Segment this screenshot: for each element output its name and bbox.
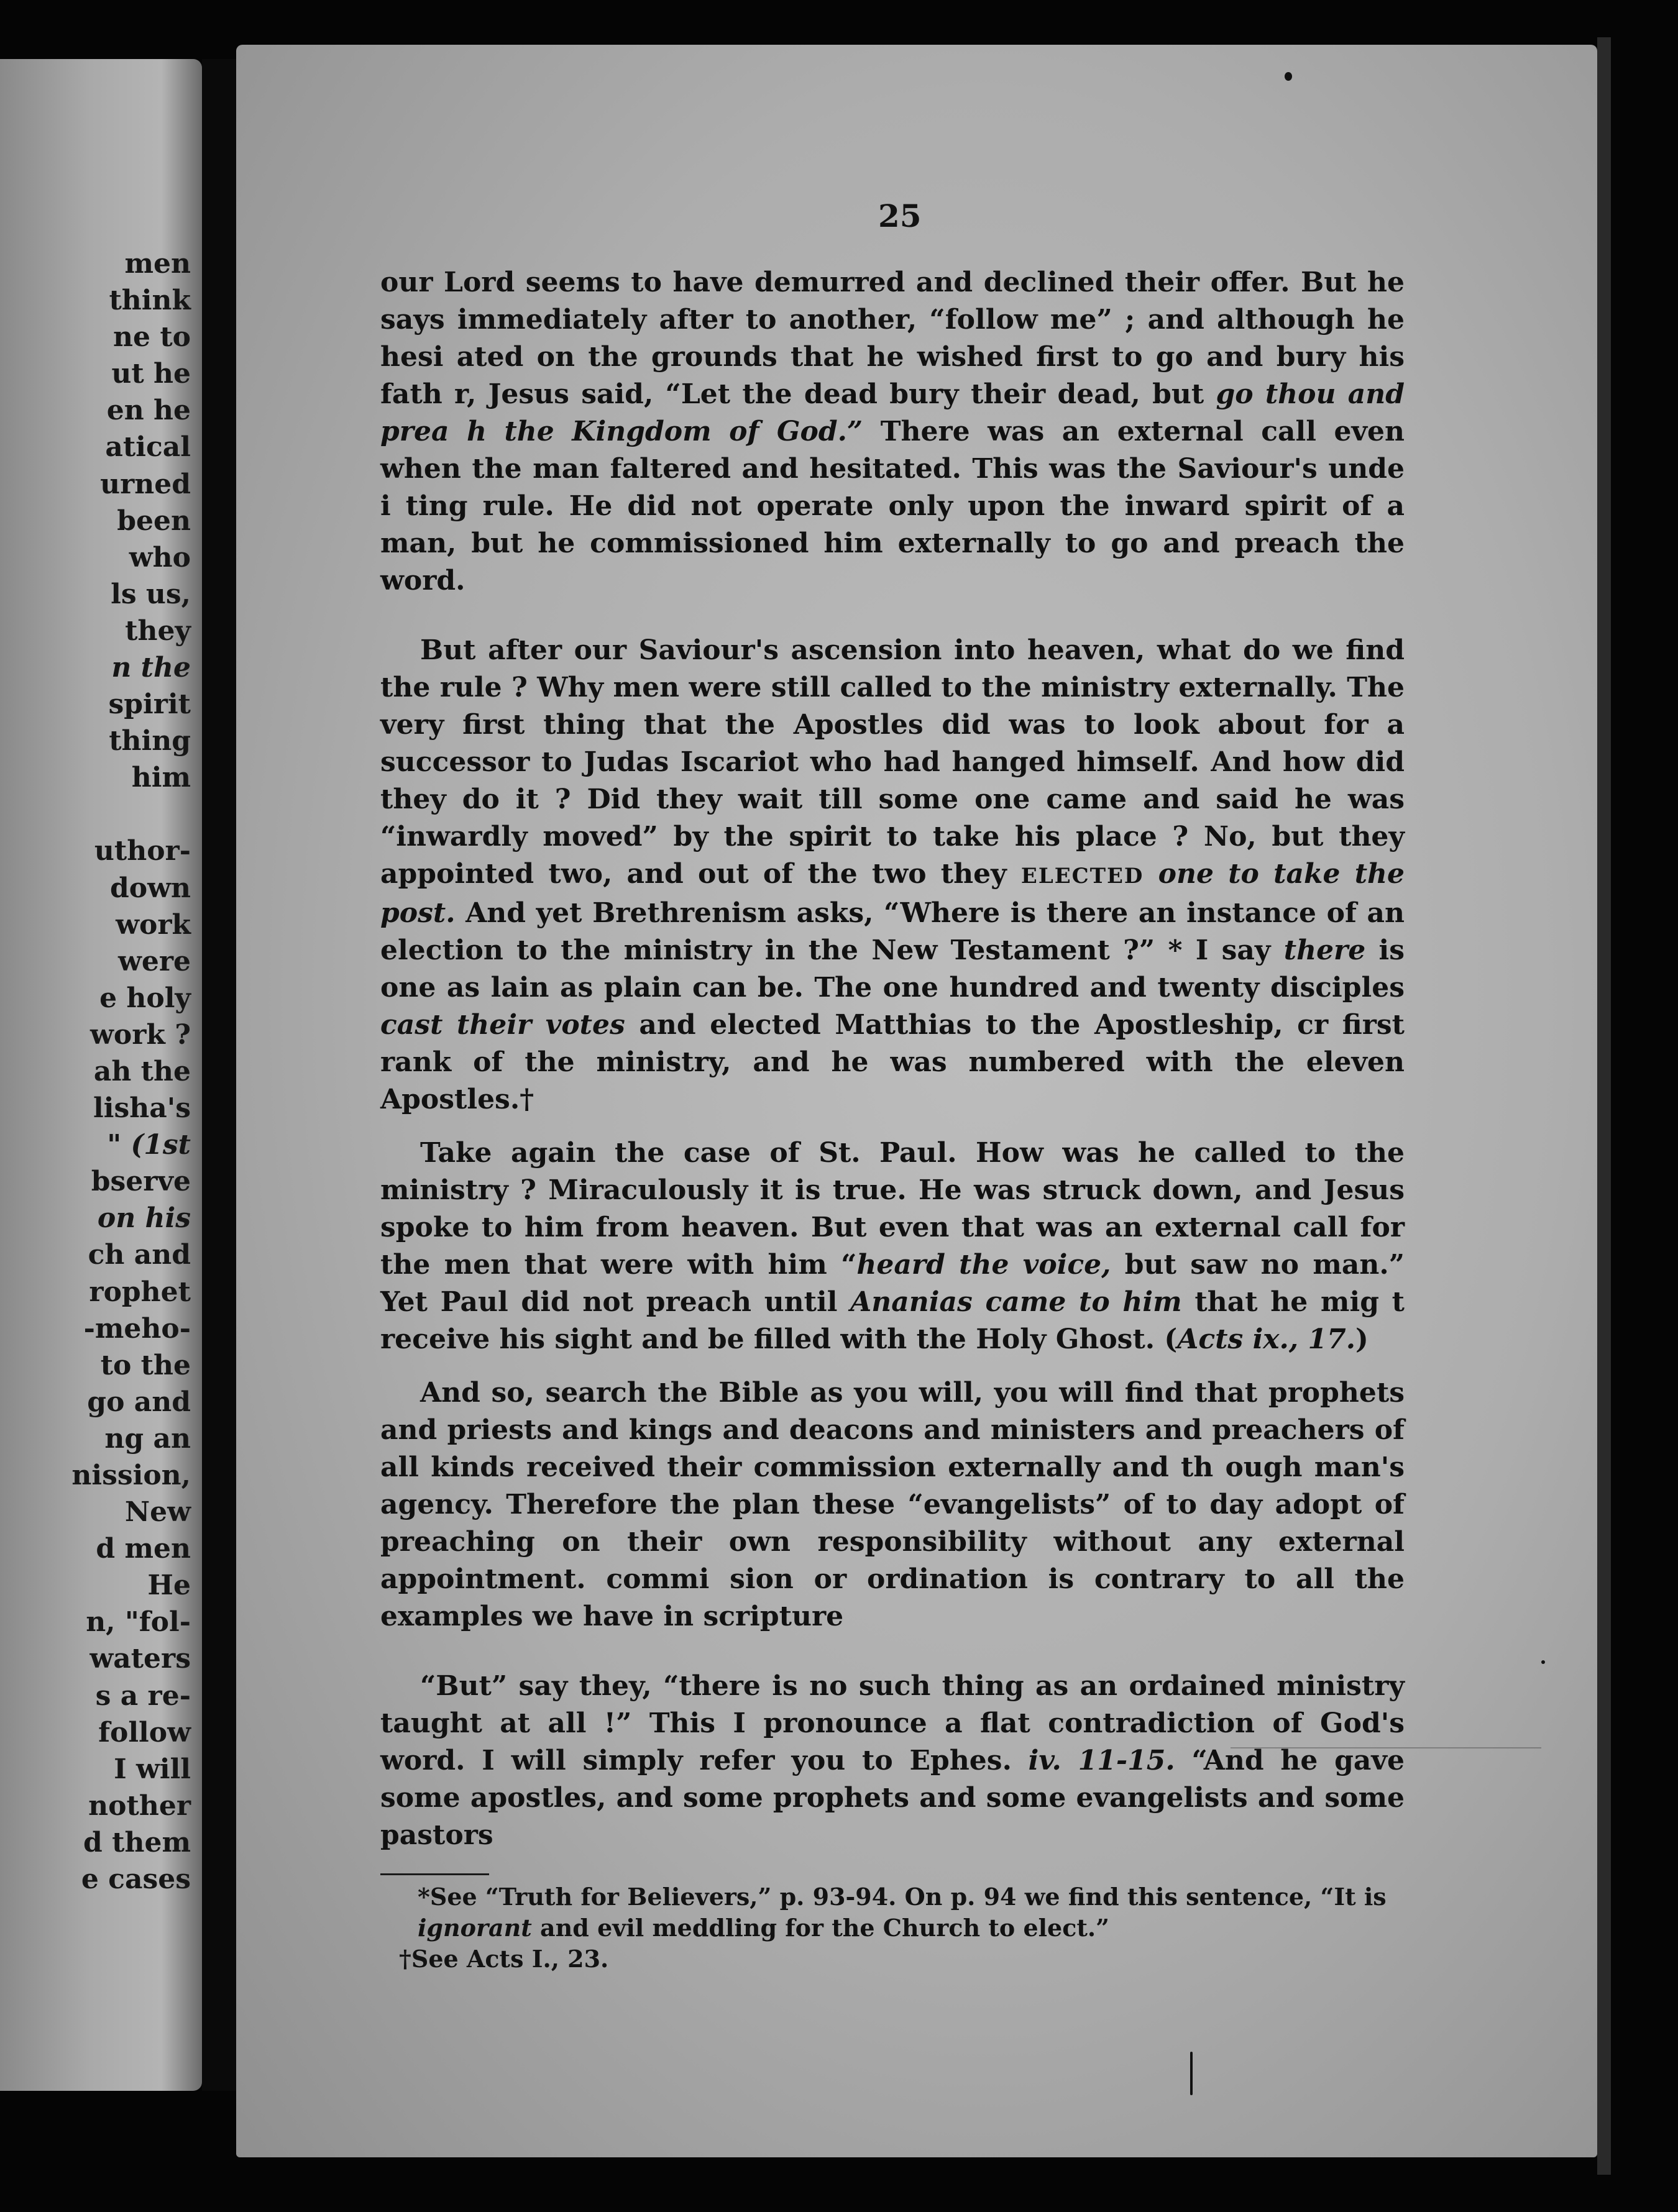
facing-page-line: ls us, [111,578,191,610]
facing-page-line: rophet [89,1276,191,1308]
italic-text-run: Ananias came to him [850,1286,1182,1318]
facing-page-line: New [124,1496,191,1529]
facing-page-line: were [117,945,191,977]
facing-page-line: ch and [88,1239,191,1271]
italic-text-run: cast their votes [380,1009,625,1041]
facing-page-line: ne to [113,321,191,354]
text-run: And yet Brethrenism asks, “Where is there an instance of an election to the ministry in the New Testament ?” * I say [380,897,1405,966]
paragraph-4: And so, search the Bible as you will, you will find that prophets and priests and kings and deacons and ministers and preachers of all kinds received their commission externally and th ough man's agency. Therefore the plan these “evangelists” of to day adopt of preaching on their own responsibility without any external appointment. commi sion or ordination is contrary to all the examples we have in scripture [380,1377,1405,1632]
book-gutter [202,59,236,2091]
small-caps-text-run: ELECTED [1020,864,1144,889]
text-run: *See “Truth for Believers,” p. 93-94. On p. 94 we find this sentence, “It is [418,1883,1387,1911]
text-run: ) [1355,1323,1369,1355]
facing-page-line: ah the [93,1055,191,1087]
facing-page-line [71,796,191,833]
facing-page-line: uthor- [94,835,191,867]
page-scratch [1190,2052,1193,2095]
facing-page-line: him [131,762,191,794]
italic-text-run: one to take the post. [380,858,1405,929]
facing-page-line: atical [105,431,191,464]
text-run: is one as lain as plain can be. The one hundred and twenty disciples [380,935,1405,1003]
facing-page-line: men [124,248,191,280]
page-edge-right [1597,37,1611,2175]
facing-page-line: work [116,908,191,941]
facing-page-line: urned [100,468,191,500]
facing-page-line: down [110,872,191,904]
facing-page-line: they [125,615,191,647]
text-run: but saw no man.” Yet Paul did not preach until [380,1249,1405,1318]
paragraph-5 [380,1668,1405,1854]
facing-page-line: waters [89,1643,191,1675]
italic-text-run: ignorant [418,1914,532,1942]
facing-page-line: " (1st [107,1129,191,1161]
facing-page-line: d them [83,1826,191,1858]
italic-text-run: go thou and prea h the Kingdom of God.” [380,378,1405,447]
footnote-1 [380,1881,1405,1944]
text-run: There was an external call even when the man faltered and hesitated. This was the Saviour's unde i ting rule. He did not operate only upon the inward spirit of a man, but he commissioned him externally to go and preach the word. [380,416,1405,596]
text-run: that he mig t receive his sight and be filled with the Holy Ghost. ( [380,1286,1405,1355]
facing-page-line: ut he [111,358,191,390]
facing-page-line: He [147,1570,191,1602]
footnote-divider [380,1873,489,1875]
facing-page-line: think [109,285,191,317]
facing-page-line: e holy [99,982,191,1014]
facing-page-line: nother [88,1789,191,1822]
text-run: Take again the case of St. Paul. How was he called to the ministry ? Miraculously it is true. He was struck down, and Jesus spoke to him from heaven. But even that was an external call for the men that were with him “ [380,1137,1405,1281]
text-run: our Lord seems to have demurred and declined their offer. But he says immediately after to another, “follow me” ; and although he hesi ated on the grounds that he wished first to go and bury his fath r, Jesus said, “Let the dead bury their dead, but [380,267,1405,410]
italic-text-run: Acts ix., 17. [1177,1323,1356,1355]
page-number: 25 [878,198,922,234]
facing-page-line: s a re- [95,1680,191,1712]
facing-page-line: nission, [71,1460,191,1491]
facing-page-text-fragments [71,245,191,1898]
page-speck [1541,1660,1545,1664]
facing-page-line: to the [100,1349,191,1381]
italic-text-run: iv. 11-15. [1028,1745,1175,1776]
facing-page-line: been [117,505,191,537]
text-run: “But” say they, “there is no such thing as an ordained ministry taught at all !” This I pronounce a flat contradiction of God's word. I will simply refer you to Ephes. [380,1670,1405,1776]
facing-page-line: -meho- [83,1312,191,1345]
facing-page-line: ng an [104,1422,191,1455]
text-run: “And he gave some apostles, and some prophets and some evangelists and some pastors [380,1745,1405,1851]
page-speck [1285,72,1292,81]
facing-page-line: I will [114,1753,191,1785]
facing-page-line: n, "fol- [86,1606,191,1638]
facing-page-line: thing [109,725,191,757]
facing-page-line: bserve [91,1166,191,1198]
text-run: and evil meddling for the Church to elect.” [531,1914,1110,1942]
paragraph-3 [380,1135,1405,1358]
facing-page-line: spirit [108,688,191,721]
facing-page-line: d men [96,1533,191,1565]
facing-page-line: en he [106,395,191,427]
facing-page-line: follow [98,1716,191,1748]
text-run: But after our Saviour's ascension into heaven, what do we find the rule ? Why men were still called to the ministry externally. The very first thing that the Apostles did was to look about for a successor to Judas Iscariot who had hanged himself. And how did they do it ? Did they wait till some one came and said he was “inwardly moved” by the spirit to take his place ? No, but they appointed two, and out of the two they [380,634,1405,890]
italic-text-run: there [1283,935,1366,966]
paragraph-2 [380,632,1405,1118]
body-text [380,264,1405,1854]
footnote-2: †See Acts I., 23. [399,1945,609,1973]
facing-page-line: on his [97,1202,191,1235]
facing-page-line: lisha's [93,1092,191,1125]
facing-page-left [0,59,202,2091]
footnotes [380,1881,1405,1975]
facing-page-line: work ? [90,1018,191,1051]
facing-page-line: who [129,541,191,574]
facing-page-line: n the [111,652,191,684]
italic-text-run: heard the voice, [856,1249,1111,1281]
paragraph-1 [380,264,1405,600]
text-run: and elected Matthias to the Apostleship, cr first rank of the ministry, and he was numbered with the eleven Apostles.† [380,1009,1405,1115]
facing-page-line: go and [87,1386,191,1418]
facing-page-line: e cases [81,1863,191,1896]
